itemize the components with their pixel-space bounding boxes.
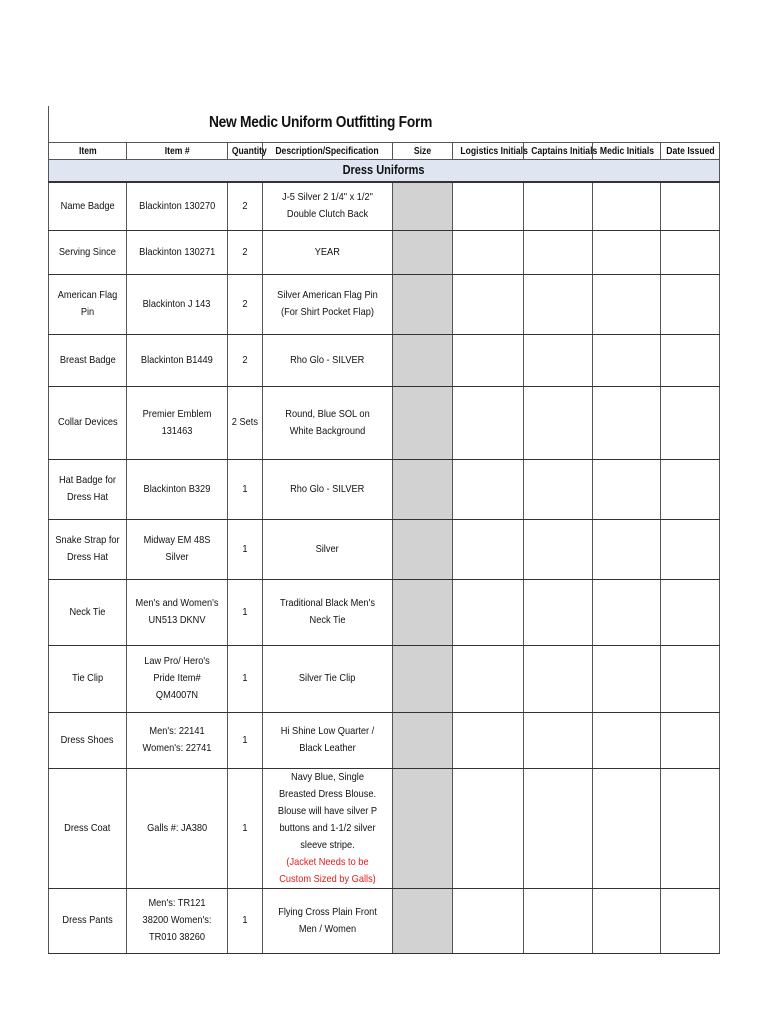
uniform-table xyxy=(48,142,720,954)
cell-description: Silver American Flag Pin (For Shirt Pocket Flap) xyxy=(263,274,393,334)
cell-quantity: 2 Sets xyxy=(228,386,263,459)
cell-description: J-5 Silver 2 1/4" x 1/2" Double Clutch Back xyxy=(263,182,393,230)
cell-item: Name Badge xyxy=(49,182,127,230)
size-input-cell[interactable] xyxy=(393,645,453,712)
cell-item: Dress Pants xyxy=(49,888,127,953)
captains-initials-cell[interactable] xyxy=(524,274,593,334)
col-header-captains-initials: Captains Initials xyxy=(524,143,593,160)
left-border-line xyxy=(48,106,49,142)
logistics-initials-cell[interactable] xyxy=(453,386,524,459)
medic-initials-cell[interactable] xyxy=(593,459,661,519)
cell-item: Dress Coat xyxy=(49,768,127,888)
medic-initials-cell[interactable] xyxy=(593,334,661,386)
section-row xyxy=(49,160,720,183)
cell-item-number: Midway EM 48S Silver xyxy=(127,519,228,579)
table-row xyxy=(49,230,720,274)
cell-item-number: Men's: 22141 Women's: 22741 xyxy=(127,712,228,768)
cell-item-number: Men's and Women's UN513 DKNV xyxy=(127,579,228,645)
cell-item-number: Law Pro/ Hero's Pride Item# QM4007N xyxy=(127,645,228,712)
cell-item-number: Galls #: JA380 xyxy=(127,768,228,888)
captains-initials-cell[interactable] xyxy=(524,579,593,645)
logistics-initials-cell[interactable] xyxy=(453,459,524,519)
cell-item: Dress Shoes xyxy=(49,712,127,768)
medic-initials-cell[interactable] xyxy=(593,182,661,230)
logistics-initials-cell[interactable] xyxy=(453,230,524,274)
date-issued-cell[interactable] xyxy=(661,519,720,579)
logistics-initials-cell[interactable] xyxy=(453,334,524,386)
cell-quantity: 2 xyxy=(228,230,263,274)
cell-description: Silver xyxy=(263,519,393,579)
size-input-cell[interactable] xyxy=(393,182,453,230)
medic-initials-cell[interactable] xyxy=(593,888,661,953)
table-row xyxy=(49,768,720,888)
logistics-initials-cell[interactable] xyxy=(453,645,524,712)
cell-item-number: Blackinton B329 xyxy=(127,459,228,519)
col-header-size: Size xyxy=(393,143,453,160)
medic-initials-cell[interactable] xyxy=(593,712,661,768)
size-input-cell[interactable] xyxy=(393,334,453,386)
medic-initials-cell[interactable] xyxy=(593,386,661,459)
cell-quantity: 2 xyxy=(228,334,263,386)
cell-description: Traditional Black Men's Neck Tie xyxy=(263,579,393,645)
table-row xyxy=(49,182,720,230)
size-input-cell[interactable] xyxy=(393,274,453,334)
cell-quantity: 1 xyxy=(228,459,263,519)
cell-quantity: 1 xyxy=(228,888,263,953)
custom-size-note: (Jacket Needs to be Custom Sized by Galls) xyxy=(279,855,376,885)
cell-item: Breast Badge xyxy=(49,334,127,386)
cell-description: Rho Glo - SILVER xyxy=(263,459,393,519)
col-header-item-number: Item # xyxy=(127,143,228,160)
cell-description: YEAR xyxy=(263,230,393,274)
logistics-initials-cell[interactable] xyxy=(453,274,524,334)
cell-item: Neck Tie xyxy=(49,579,127,645)
captains-initials-cell[interactable] xyxy=(524,519,593,579)
medic-initials-cell[interactable] xyxy=(593,274,661,334)
date-issued-cell[interactable] xyxy=(661,386,720,459)
table-row xyxy=(49,334,720,386)
date-issued-cell[interactable] xyxy=(661,712,720,768)
cell-item-number: Blackinton J 143 xyxy=(127,274,228,334)
cell-description: Rho Glo - SILVER xyxy=(263,334,393,386)
col-header-description: Description/Specification xyxy=(263,143,393,160)
table-row xyxy=(49,519,720,579)
date-issued-cell[interactable] xyxy=(661,459,720,519)
date-issued-cell[interactable] xyxy=(661,182,720,230)
cell-item-number: Premier Emblem 131463 xyxy=(127,386,228,459)
cell-quantity: 1 xyxy=(228,519,263,579)
cell-item-number: Men's: TR121 38200 Women's: TR010 38260 xyxy=(127,888,228,953)
logistics-initials-cell[interactable] xyxy=(453,519,524,579)
captains-initials-cell[interactable] xyxy=(524,888,593,953)
cell-description: Hi Shine Low Quarter / Black Leather xyxy=(263,712,393,768)
date-issued-cell[interactable] xyxy=(661,768,720,888)
cell-item-number: Blackinton 130270 xyxy=(127,182,228,230)
table-row xyxy=(49,579,720,645)
table-row xyxy=(49,386,720,459)
cell-item: Serving Since xyxy=(49,230,127,274)
date-issued-cell[interactable] xyxy=(661,334,720,386)
cell-quantity: 1 xyxy=(228,712,263,768)
size-input-cell[interactable] xyxy=(393,519,453,579)
size-input-cell[interactable] xyxy=(393,712,453,768)
captains-initials-cell[interactable] xyxy=(524,459,593,519)
logistics-initials-cell[interactable] xyxy=(453,888,524,953)
cell-description: Navy Blue, Single Breasted Dress Blouse. Blouse will have silver P buttons and 1-1/2 silver sleeve stripe. (Jacket Needs to be Custom Sized by Galls) xyxy=(263,768,393,888)
captains-initials-cell[interactable] xyxy=(524,334,593,386)
col-header-quantity: Quantity xyxy=(228,143,263,160)
size-input-cell[interactable] xyxy=(393,579,453,645)
medic-initials-cell[interactable] xyxy=(593,579,661,645)
captains-initials-cell[interactable] xyxy=(524,768,593,888)
cell-quantity: 2 xyxy=(228,274,263,334)
cell-quantity: 2 xyxy=(228,182,263,230)
cell-item: American Flag Pin xyxy=(49,274,127,334)
table-row xyxy=(49,645,720,712)
cell-quantity: 1 xyxy=(228,579,263,645)
cell-item: Snake Strap for Dress Hat xyxy=(49,519,127,579)
table-row xyxy=(49,712,720,768)
table-row xyxy=(49,888,720,953)
captains-initials-cell[interactable] xyxy=(524,645,593,712)
logistics-initials-cell[interactable] xyxy=(453,182,524,230)
date-issued-cell[interactable] xyxy=(661,579,720,645)
page-title: New Medic Uniform Outfitting Form xyxy=(208,114,433,131)
cell-item: Hat Badge for Dress Hat xyxy=(49,459,127,519)
logistics-initials-cell[interactable] xyxy=(453,712,524,768)
col-header-medic-initials: Medic Initials xyxy=(593,143,661,160)
date-issued-cell[interactable] xyxy=(661,230,720,274)
header-row xyxy=(49,143,720,160)
medic-initials-cell[interactable] xyxy=(593,645,661,712)
section-label: Dress Uniforms xyxy=(49,160,720,183)
date-issued-cell[interactable] xyxy=(661,888,720,953)
size-input-cell[interactable] xyxy=(393,888,453,953)
medic-initials-cell[interactable] xyxy=(593,768,661,888)
date-issued-cell[interactable] xyxy=(661,645,720,712)
medic-initials-cell[interactable] xyxy=(593,519,661,579)
size-input-cell[interactable] xyxy=(393,768,453,888)
captains-initials-cell[interactable] xyxy=(524,230,593,274)
captains-initials-cell[interactable] xyxy=(524,712,593,768)
cell-description: Flying Cross Plain Front Men / Women xyxy=(263,888,393,953)
logistics-initials-cell[interactable] xyxy=(453,579,524,645)
cell-quantity: 1 xyxy=(228,768,263,888)
col-header-logistics-initials: Logistics Initials xyxy=(453,143,524,160)
size-input-cell[interactable] xyxy=(393,230,453,274)
cell-description: Round, Blue SOL on White Background xyxy=(263,386,393,459)
size-input-cell[interactable] xyxy=(393,386,453,459)
logistics-initials-cell[interactable] xyxy=(453,768,524,888)
cell-item: Tie Clip xyxy=(49,645,127,712)
cell-item: Collar Devices xyxy=(49,386,127,459)
cell-item-number: Blackinton B1449 xyxy=(127,334,228,386)
col-header-item: Item xyxy=(49,143,127,160)
medic-initials-cell[interactable] xyxy=(593,230,661,274)
cell-description: Silver Tie Clip xyxy=(263,645,393,712)
cell-quantity: 1 xyxy=(228,645,263,712)
table-row xyxy=(49,274,720,334)
date-issued-cell[interactable] xyxy=(661,274,720,334)
captains-initials-cell[interactable] xyxy=(524,386,593,459)
cell-item-number: Blackinton 130271 xyxy=(127,230,228,274)
table-row xyxy=(49,459,720,519)
captains-initials-cell[interactable] xyxy=(524,182,593,230)
col-header-date-issued: Date Issued xyxy=(661,143,720,160)
size-input-cell[interactable] xyxy=(393,459,453,519)
